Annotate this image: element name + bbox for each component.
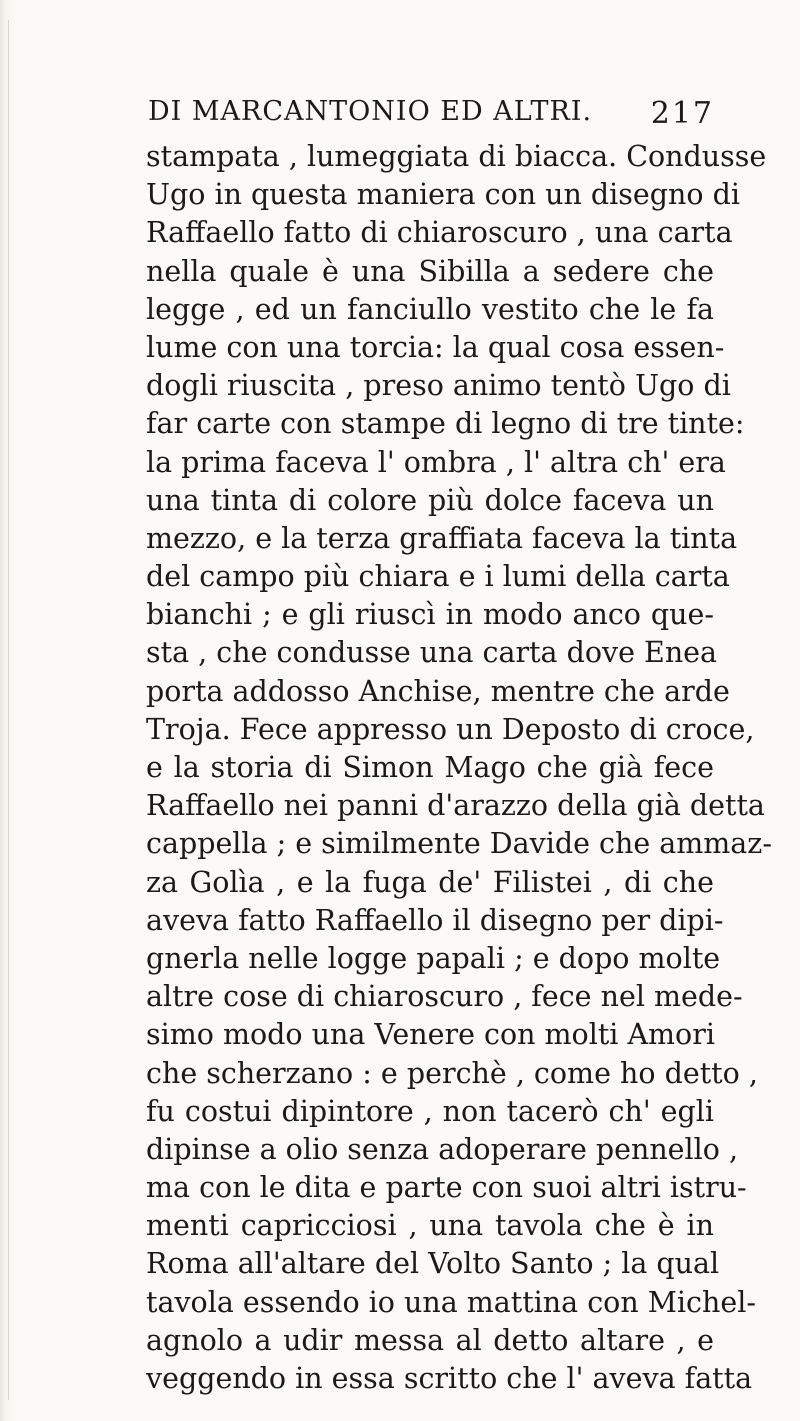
text-line: gnerla nelle logge papali ; e dopo molte — [146, 941, 721, 975]
text-line: agnolo a udir messa al detto altare , e — [146, 1323, 714, 1357]
text-line: dogli riuscita , preso animo tentò Ugo di — [146, 369, 731, 403]
text-line: fu costui dipintore , non tacerò ch' egli — [146, 1094, 714, 1128]
text-line: e la storia di Simon Mago che già fece — [146, 751, 714, 784]
text-line: una tinta di colore più dolce faceva un — [146, 483, 714, 517]
text-line: cappella ; e similmente Davide che ammaz- — [146, 827, 772, 861]
text-line: porta addosso Anchise, mentre che arde — [146, 674, 730, 708]
text-line: aveva fatto Raffaello il disegno per dipi- — [146, 903, 724, 937]
text-line: Troja. Fece appresso un Deposto di croce, — [146, 712, 755, 746]
page-header — [130, 96, 714, 136]
text-line: Raffaello nei panni d'arazzo della già detta — [146, 789, 765, 823]
text-line: del campo più chiara e i lumi della carta — [146, 560, 730, 594]
text-line: Roma all'altare del Volto Santo ; la qual — [146, 1247, 720, 1281]
text-line: la prima faceva l' ombra , l' altra ch' era — [146, 445, 726, 479]
page-number: 217 — [650, 96, 714, 131]
text-line: tavola essendo io una mattina con Michel- — [146, 1285, 756, 1319]
text-line: bianchi ; e gli riuscì in modo anco que- — [146, 598, 714, 632]
text-line: veggendo in essa scritto che l' aveva fatta — [146, 1362, 753, 1395]
text-line: legge , ed un fanciullo vestito che le fa — [146, 292, 714, 326]
text-line: lume con una torcia: la qual cosa essen- — [146, 330, 725, 364]
text-line: far carte con stampe di legno di tre tinte: — [146, 407, 745, 441]
body-text — [146, 138, 772, 1398]
text-line: menti capricciosi , una tavola che è in — [146, 1209, 714, 1243]
text-line: Raffaello fatto di chiaroscuro , una carta — [146, 216, 733, 250]
text-line: Ugo in questa maniera con un disegno di — [146, 178, 740, 212]
binding-edge — [8, 20, 9, 1400]
text-line: altre cose di chiaroscuro , fece nel mede- — [146, 980, 743, 1014]
text-line: mezzo, e la terza graffiata faceva la tinta — [146, 521, 738, 555]
text-line: dipinse a olio senza adoperare pennello , — [146, 1132, 739, 1166]
text-line: nella quale è una Sibilla a sedere che — [146, 254, 714, 288]
text-line: stampata , lumeggiata di biacca. Condusse — [146, 140, 767, 173]
text-line: ma con le dita e parte con suoi altri istru- — [146, 1171, 747, 1205]
text-line: za Golìa , e la fuga de' Filistei , di che — [146, 865, 714, 899]
text-line: che scherzano : e perchè , come ho detto , — [146, 1056, 758, 1090]
text-line: sta , che condusse una carta dove Enea — [146, 636, 718, 670]
text-line: simo modo una Venere con molti Amori — [146, 1018, 715, 1052]
running-title: DI MARCANTONIO ED ALTRI. — [148, 96, 593, 127]
